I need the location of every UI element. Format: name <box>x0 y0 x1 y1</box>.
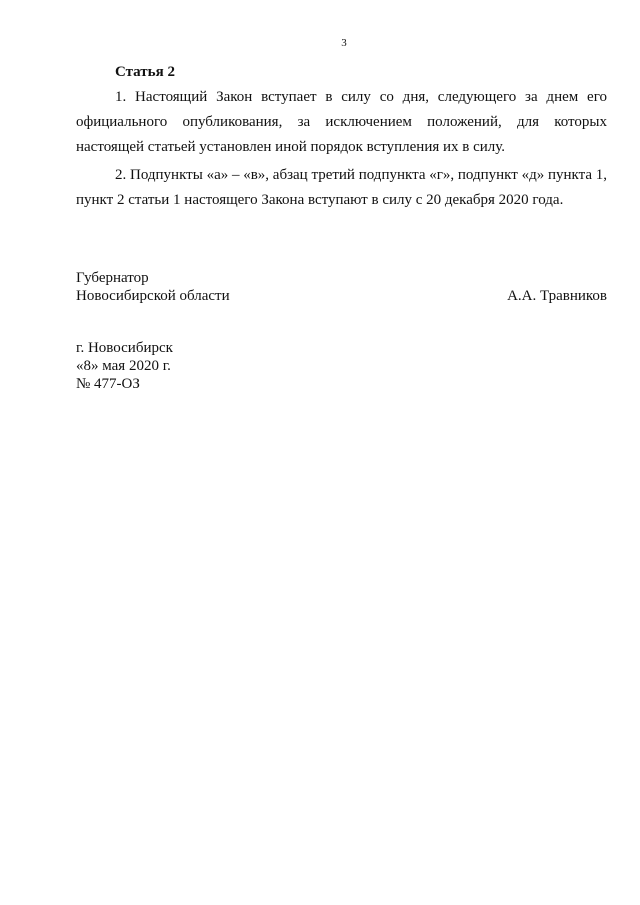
article-paragraph-1: 1. Настоящий Закон вступает в силу со дня, следующего за днем его официального опубликования, за исключением положений, для которых настоящей статьей установлен иной порядок вступления их в силу. <box>76 89 607 155</box>
signatory-position-line2: Новосибирской области <box>76 288 230 304</box>
signoff-date: «8» мая 2020 г. <box>76 358 171 374</box>
signoff-block <box>76 339 173 393</box>
signatory-name: А.А. Травников <box>507 288 607 304</box>
page-number: 3 <box>341 37 347 49</box>
article-paragraph-2: 2. Подпункты «а» – «в», абзац третий подпункта «г», подпункт «д» пункта 1, пункт 2 статьи 1 настоящего Закона вступают в силу с 20 декабря 2020 года. <box>76 167 607 208</box>
signature-row <box>76 287 607 305</box>
signature-block <box>76 269 607 305</box>
signatory-position-line1: Губернатор <box>76 270 149 286</box>
article-title: Статья 2 <box>115 64 175 80</box>
signoff-city: г. Новосибирск <box>76 340 173 356</box>
law-number: № 477-ОЗ <box>76 376 140 392</box>
